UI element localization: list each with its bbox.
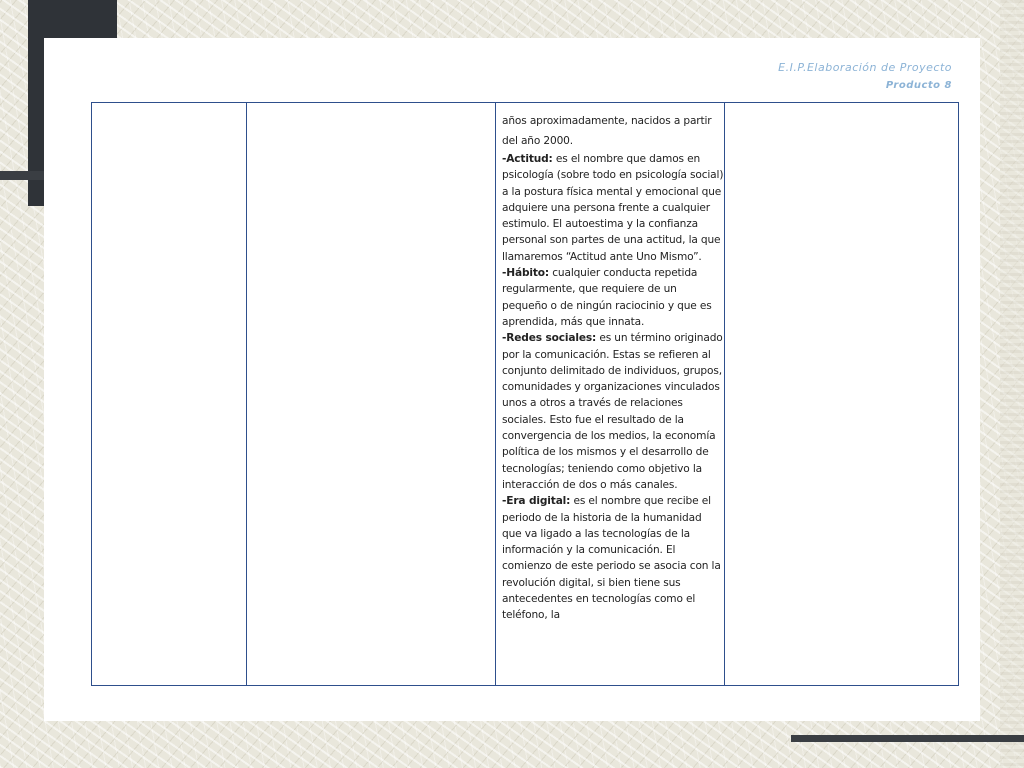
definition-text: cualquier conducta repetida regularmente, que requiere de un pequeño o de ningún raciocinio y que es aprendida, más que innata. <box>502 267 712 328</box>
definition-term: -Actitud: <box>502 153 553 165</box>
definition-paragraph <box>502 265 724 330</box>
definition-text: es el nombre que damos en psicología (sobre todo en psicología social) a la postura física mental y emocional que adquiere una persona frente a cualquier estimulo. El autoestima y la confianza personal son partes de una actitud, la que llamaremos “Actitud ante Uno Mismo”. <box>502 153 724 263</box>
definition-paragraph <box>502 330 724 493</box>
definitions-cell <box>502 111 724 624</box>
definition-text: es un término originado por la comunicación. Estas se refieren al conjunto delimitado de individuos, grupos, comunidades y organizaciones vinculados unos a otros a través de relaciones sociales. Esto fue el resultado de la convergencia de los medios, la economía política de los mismos y el desarrollo de tecnologías; teniendo como objetivo la interacción de dos o más canales. <box>502 332 723 491</box>
definition-paragraph <box>502 493 724 623</box>
definition-text: es el nombre que recibe el periodo de la historia de la humanidad que va ligado a las tecnologías de la información y la comunicación. El comienzo de este periodo se asocia con la revolución digital, si bien tiene sus antecedentes en tecnologías como el teléfono, la <box>502 495 721 622</box>
definition-term: -Era digital: <box>502 495 571 508</box>
definition-paragraph <box>502 151 724 265</box>
decorative-bottom-bar <box>791 735 1024 742</box>
definition-term: -Redes sociales: <box>502 332 597 345</box>
decorative-left-bar <box>0 171 44 180</box>
background-texture-strip <box>1000 0 1024 768</box>
definition-text: años aproximadamente, nacidos a partir del año 2000. <box>502 115 712 147</box>
slide-header <box>778 60 952 94</box>
definition-term: -Hábito: <box>502 267 550 280</box>
column-divider <box>724 103 725 685</box>
header-subtitle: Producto 8 <box>885 80 952 91</box>
column-divider <box>246 103 247 685</box>
column-divider <box>495 103 496 685</box>
slide-page <box>44 38 980 721</box>
header-title: E.I.P.Elaboración de Proyecto <box>778 61 952 74</box>
definitions-table <box>91 102 959 686</box>
definition-paragraph <box>502 111 724 151</box>
